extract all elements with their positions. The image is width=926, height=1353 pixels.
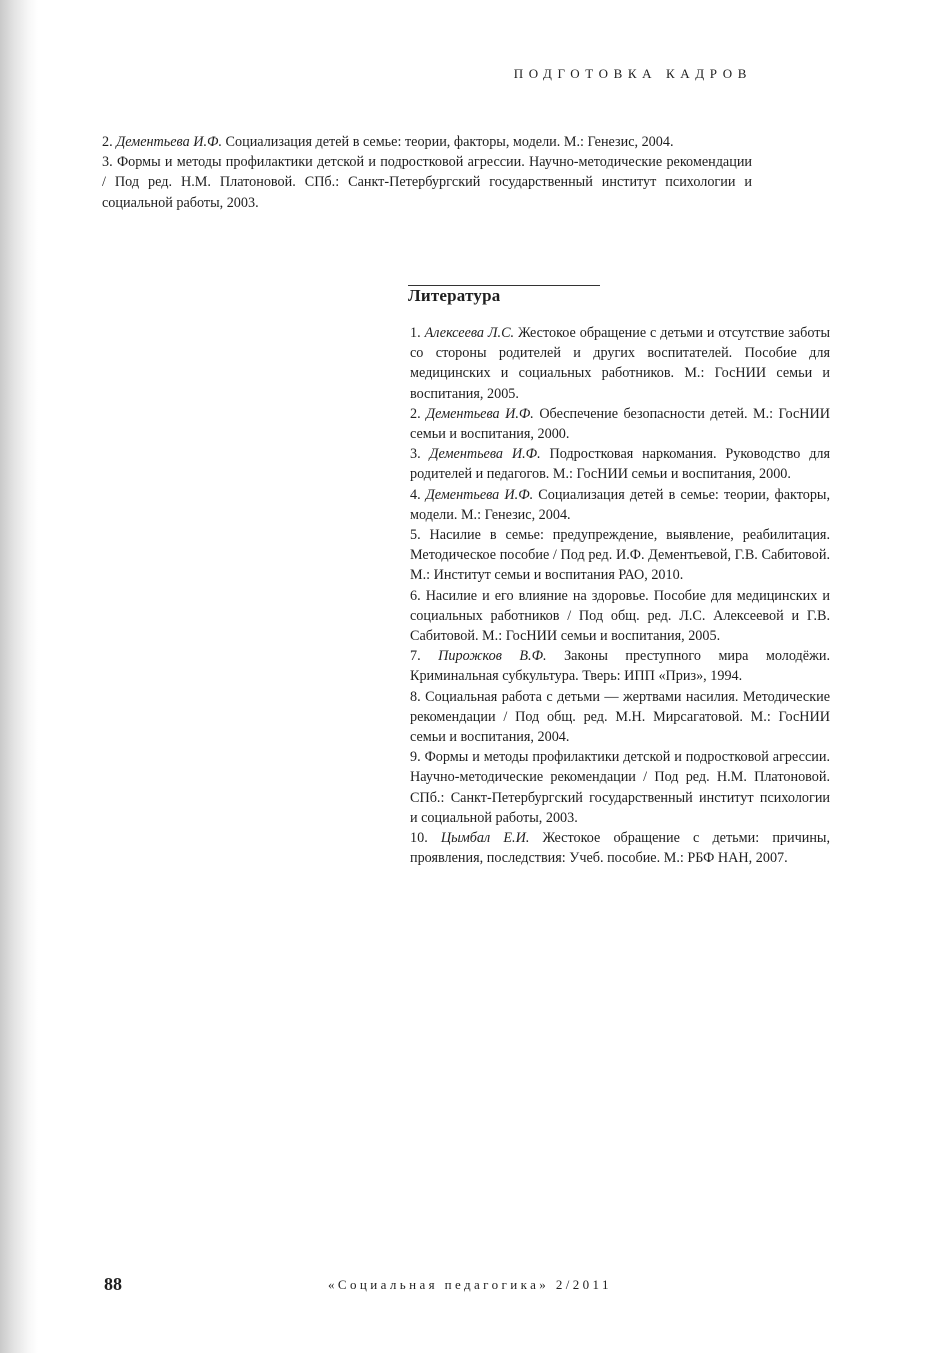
literature-item: 5. Насилие в семье: предупреждение, выявление, реабилитация. Методическое пособие / Под ред. И.Ф. Дементьевой, Г.В. Сабитовой. М.: Институт семьи и воспитания РАО, 2010. <box>410 527 830 584</box>
literature-item: 6. Насилие и его влияние на здоровье. Пособие для медицинских и социальных работников / Под общ. ред. Л.С. Алексеевой и Г.В. Сабитовой. М.: ГосНИИ семьи и воспитания, 2005. <box>410 587 830 645</box>
literature-item: 10. Цымбал Е.И. Жестокое обращение с детьми: причины, проявления, последствия: Учеб. пособие. М.: РБФ НАН, 2007. <box>410 830 830 867</box>
literature-author: Пирожков В.Ф. <box>438 648 547 665</box>
reference-author: Дементьева И.Ф. <box>116 134 222 150</box>
literature-author: Дементьева И.Ф. <box>426 405 534 422</box>
literature-heading: Литература <box>408 286 501 305</box>
literature-author: Алексеева Л.С. <box>424 325 515 341</box>
page-edge-shadow <box>0 0 38 1353</box>
literature-item: 8. Социальная работа с детьми — жертвами насилия. Методические рекомендации / Под общ. ред. М.Н. Мирсагатовой. М.: ГосНИИ семьи и воспитания, 2004. <box>410 688 831 746</box>
reference-item: 3. Формы и методы профилактики детской и подростковой агрессии. Научно-методические рекомендации / Под ред. Н.М. Платоновой. СПб.: Санкт-Петербургский государственный институт психологии и социальной работы, 2003. <box>102 154 752 211</box>
journal-footer: «Социальная педагогика» 2/2011 <box>328 1277 612 1292</box>
reference-item: 2. Дементьева И.Ф. Социализация детей в семье: теории, факторы, модели. М.: Генезис, 2004. <box>102 134 674 150</box>
literature-author: Дементьева И.Ф. <box>425 486 534 503</box>
literature-item: 1. Алексеева Л.С. Жестокое обращение с детьми и отсутствие заботы со стороны родителей и других воспитателей. Пособие для медицинских и социальных работников. М.: ГосНИИ семьи и воспитания, 2005. <box>410 325 831 402</box>
running-header: ПОДГОТОВКА КАДРОВ <box>513 66 752 81</box>
literature-item: 2. Дементьева И.Ф. Обеспечение безопасности детей. М.: ГосНИИ семьи и воспитания, 2000. <box>410 405 830 443</box>
literature-item: 3. Дементьева И.Ф. Подростковая наркомания. Руководство для родителей и педагогов. М.: ГосНИИ семьи и воспитания, 2000. <box>410 446 831 483</box>
literature-item: 7. Пирожков В.Ф. Законы преступного мира молодёжи. Криминальная субкультура. Тверь: ИПП «Приз», 1994. <box>410 648 831 685</box>
literature-item: 4. Дементьева И.Ф. Социализация детей в семье: теории, факторы, модели. М.: Генезис, 2004. <box>410 486 830 523</box>
literature-author: Цымбал Е.И. <box>440 830 530 847</box>
literature-item: 9. Формы и методы профилактики детской и подростковой агрессии. Научно-методические рекомендации / Под ред. Н.М. Платоновой. СПб.: Санкт-Петербургский государственный институт психологии и социальной работы, 2003. <box>410 749 830 826</box>
top-reference-list <box>102 132 752 213</box>
literature-author: Дементьева И.Ф. <box>429 446 541 463</box>
page-number: 88 <box>104 1274 122 1294</box>
literature-list <box>410 323 830 868</box>
